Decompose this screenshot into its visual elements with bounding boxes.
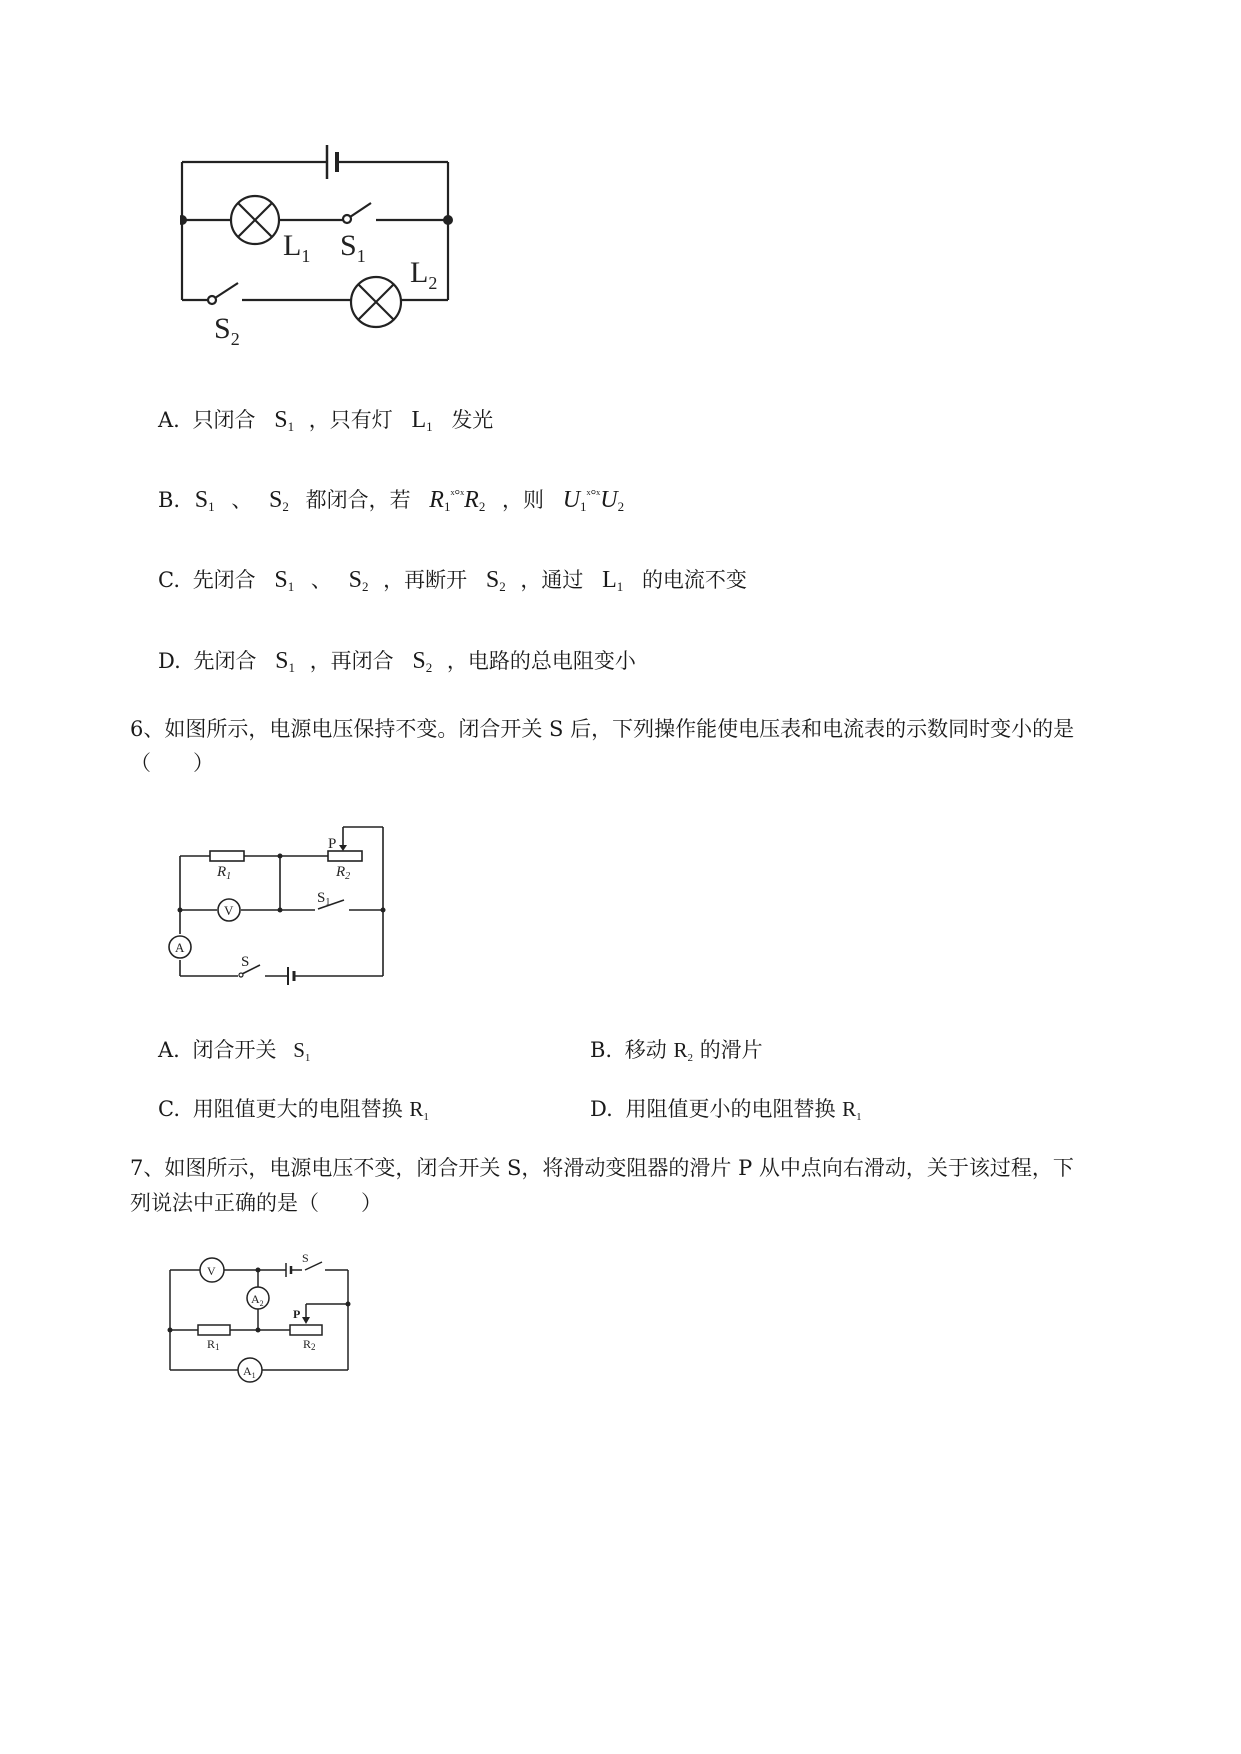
label-R1: $R_1$ xyxy=(217,864,232,882)
label-L2: $L_2$ xyxy=(410,256,438,293)
label-R2: R2 xyxy=(303,1337,316,1352)
q6-option-c: C. 用阻值更大的电阻替换 $R_1$ xyxy=(158,1097,429,1123)
q6-option-a: A. 闭合开关 $S_1$ xyxy=(158,1038,311,1064)
label-S2: $S_2$ xyxy=(214,312,240,349)
label-V: V xyxy=(224,903,234,918)
label-S: S xyxy=(302,1251,309,1265)
label-R2: $R_2$ xyxy=(336,864,351,882)
q5-option-c: C. 先闭合 $S_1$ 、 $S_2$ ，再断开 $S_2$ ，通过 $L_1$ 的电流不变 xyxy=(158,567,747,594)
q5-option-a: A. 只闭合 $S_1$ ，只有灯 $L_1$ 发光 xyxy=(158,407,494,434)
label-R1: R1 xyxy=(207,1337,220,1352)
label-A: A xyxy=(175,940,185,955)
label-L1: $L_1$ xyxy=(283,229,311,266)
label-P: P xyxy=(328,836,337,852)
q6-stem-line1: 6、如图所示，电源电压保持不变。闭合开关 S 后，下列操作能使电压表和电流表的示数同时变小的是 xyxy=(130,717,1075,741)
label-S: S xyxy=(241,954,250,970)
q5-circuit-diagram xyxy=(180,140,480,360)
q7-stem-line1: 7、如图所示，电源电压不变，闭合开关 S，将滑动变阻器的滑片 P 从中点向右滑动，关于该过程，下 xyxy=(130,1156,1074,1180)
label-A1: $A_1$ xyxy=(243,1364,256,1380)
q6-stem-line2: （ ） xyxy=(130,751,214,775)
q6-option-b: B. 移动 $R_2$ 的滑片 xyxy=(590,1038,763,1064)
q5-option-b: B. $S_1$ 、 $S_2$ 都闭合，若 $R_1^{ˣ^\circ ˣ}R_2$ ，则 $U_1^{ˣ^\circ ˣ}U_2$ xyxy=(158,487,625,514)
q7-circuit-diagram xyxy=(160,1245,360,1390)
q6-circuit-diagram xyxy=(165,820,395,990)
label-S1: $S_1$ xyxy=(317,890,331,908)
label-V: V xyxy=(207,1264,216,1278)
label-A2: $A_2$ xyxy=(251,1292,264,1308)
q7-stem-line2: 列说法中正确的是（ ） xyxy=(130,1191,382,1215)
label-S1: $S_1$ xyxy=(340,229,366,266)
label-P: P xyxy=(293,1307,301,1321)
q6-option-d: D. 用阻值更小的电阻替换 $R_1$ xyxy=(590,1097,862,1123)
q5-option-d: D. 先闭合 $S_1$ ，再闭合 $S_2$ ，电路的总电阻变小 xyxy=(158,648,636,675)
